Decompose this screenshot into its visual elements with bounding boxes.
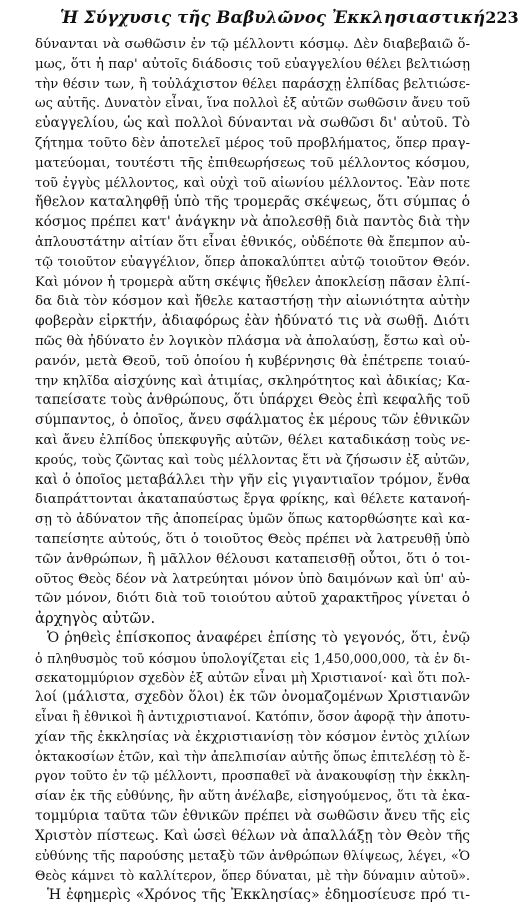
text-line: δα διὰ τὸν κόσμον καὶ ἤθελε καταστήσῃ τὴν αἰωνιότητα αὐτὴν xyxy=(35,294,470,310)
text-line: οῦτος Θεὸς δέον νὰ λατρεύηται μόνον ὑπὸ δαιμόνων καὶ ὑπ' αὐ- xyxy=(35,571,470,587)
text-line: ἤθελον καταληφθῇ ὑπὸ τῆς τρομερᾶς σκέψεως, ὅτι σύμπας ὁ xyxy=(35,194,470,211)
text-line: την κηλῖδα αἰσχύνης καὶ ἀτιμίας, σκληρότητος καὶ ἀδικίας; Κα- xyxy=(35,373,470,389)
text-line: Ὁ ῥηθεὶς ἐπίσκοπος ἀναφέρει ἐπίσης τὸ γεγονός, ὅτι, ἐνῷ xyxy=(47,629,470,646)
text-line: ὀκτακοσίων ἐτῶν, καὶ τὴν ἀπελπισίαν αὐτῆς ὅπως ἐπιτελέσῃ τὸ ἔ- xyxy=(35,749,470,765)
text-line: ἀρχηγὸς αὐτῶν. xyxy=(35,610,156,628)
text-line: τομμύρια ταῦτα τῶν ἐθνικῶν πρέπει νὰ σωθῶσιν ἄνευ τῆς εἰς xyxy=(35,808,470,825)
text-line: καὶ ὁ ὁποῖος μεταβάλλει τὴν γῆν εἰς γιγαντιαῖον τρόμον, ἔνθα xyxy=(35,471,470,488)
text-line: φοβερὰν εἱρκτήν, ἀδιαφόρως ἐὰν ἠδύνατό τις νὰ σωθῇ. Διότι xyxy=(35,313,470,330)
text-line: ρανόν, μετὰ Θεοῦ, τοῦ ὁποίου ἡ κυβέρνησις θὰ ἐπέτρεπε τοιαύ- xyxy=(35,353,470,369)
text-line: ὁ πληθυσμὸς τοῦ κόσμου ὑπολογίζεται εἰς 1,450,000,000, τὰ ἐν δι- xyxy=(35,650,470,666)
text-line: εἶναι ἢ ἐθνικοὶ ἢ ἀντιχριστιανοί. Κατόπιν, ὅσον ἀφορᾷ τὴν ἀποτυ- xyxy=(35,710,470,726)
text-line: χίαν τῆς ἐκκλησίας νὰ ἐκχριστιανίσῃ τὸν κόσμον ἐντὸς χιλίων xyxy=(35,729,470,745)
text-line: ργον τοῦτο ἐν τῷ μέλλοντι, προσπαθεῖ νὰ ἀνακουφίσῃ τὴν ἐκκλη- xyxy=(35,769,470,785)
text-line: πῶς θὰ ἠδύνατο ἐν λογικὸν πλάσμα νὰ ἀπολαύσῃ, ἔστω καὶ οὐ- xyxy=(35,333,470,349)
text-line: ἁπλουστάτην αἰτίαν ὅτι εἶναι ἐθνικός, οὐδέποτε θὰ ἔπεμπον αὐ- xyxy=(35,234,470,250)
text-line: σίαν ἐκ τῆς εὐθύνης, ἣν αὕτη ἀνέλαβε, εἰσηγούμενος, ὅτι τὰ ἑκα- xyxy=(35,789,470,805)
page-header xyxy=(60,8,519,34)
text-line: καὶ ἄνευ ἐλπίδος ὑπεκφυγῆς αὐτῶν, θέλει καταδικάσῃ τοὺς νε- xyxy=(35,432,470,448)
text-line: εὐθύνης τῆς παρούσης μεταξὺ τῶν ἀνθρώπων θλίψεως, λέγει, «Ὁ xyxy=(35,848,470,864)
text-line: τῶν μόνον, διότι διὰ τοῦ τοιούτου αὐτοῦ χαρακτῆρος γίνεται ὁ xyxy=(35,591,470,607)
text-line: μως, ὅτι ἡ παρ' αὐτοῖς διάδοσις τοῦ εὐαγγελίου θέλει βελτιώσῃ xyxy=(35,56,470,72)
text-line: τὴν θέσιν των, ἢ τοὐλάχιστον θέλει παράσχῃ ἐλπίδας βελτιώσε- xyxy=(35,76,470,92)
text-line: ματεύομαι, τουτέστι τῆς ἐπιθεωρήσεως τοῦ μέλλοντος κόσμου, xyxy=(35,155,470,171)
text-line: τῶν ἀνθρώπων, ἢ μᾶλλον θέλουσι καταπεισθῇ οὗτοι, ὅτι ὁ τοι- xyxy=(35,551,470,567)
text-line: Ἡ ἐφημερὶς «Χρόνος τῆς Ἐκκλησίας» ἐδημοσίευσε πρό τι- xyxy=(47,887,470,904)
text-line: δύνανται νὰ σωθῶσιν ἐν τῷ μέλλοντι κόσμῳ. Δὲν διαβεβαιῶ ὅ- xyxy=(35,37,470,52)
text-line: ταπείσητε αὐτούς, ὅτι ὁ τοιοῦτος Θεὸς πρέπει νὰ λατρευθῇ ὑπὸ xyxy=(35,531,470,547)
text-line: σεκατομμύριον σχεδὸν ἐξ αὐτῶν εἶναι μὴ Χριστιανοί· καὶ ὅτι πολ- xyxy=(35,670,470,686)
text-line: ως αὐτῆς. Δυνατὸν εἶναι, ἵνα πολλοὶ ἐξ αὐτῶν σωθῶσιν ἄνευ τοῦ xyxy=(35,96,470,112)
text-line: σῃ τὸ ἀδύνατον τῆς ἀποπείρας ὑμῶν ὅπως κατορθώσητε καὶ κα- xyxy=(35,512,470,528)
text-line: τῷ τοιοῦτον εὐαγγέλιον, ὅπερ ἀποκαλύπτει αὐτῷ τοιοῦτον Θεόν. xyxy=(35,254,470,270)
page-number: 223 xyxy=(485,8,519,27)
text-line: εὐαγγελίου, ὡς καὶ πολλοὶ δύνανται νὰ σωθῶσι δι' αὐτοῦ. Τὸ xyxy=(35,115,470,132)
text-line: λοί (μάλιστα, σχεδὸν ὅλοι) ἐκ τῶν ὀνομαζομένων Χριστιανῶν xyxy=(35,689,470,706)
text-line: ταπείσατε τοὺς ἀνθρώπους, ὅτι ὑπάρχει Θεὸς ἐπὶ κεφαλῆς τοῦ xyxy=(35,392,470,409)
text-line: Καὶ μόνον ἡ τρομερὰ αὕτη σκέψις ἤθελεν ἀποκλείσῃ πᾶσαν ἐλπί- xyxy=(35,274,470,290)
text-line: κόσμος πρέπει κατ' ἀνάγκην νὰ ἀπολεσθῇ διὰ παντὸς διὰ τὴν xyxy=(35,214,470,231)
text-line: ζήτημα τοῦτο δὲν ἀποτελεῖ μέρος τοῦ προβλήματος, ὅπερ πραγ- xyxy=(35,135,470,151)
text-line: διαπράττονται ἀκαταπαύστως ἔργα φρίκης, καὶ θέλετε κατανοή- xyxy=(35,492,470,508)
running-title: Ἡ Σύγχυσις τῆς Βαβυλῶνος Ἐκκλησιαστική xyxy=(60,8,486,27)
text-line: κρούς, τοὺς ζῶντας καὶ τοὺς μέλλοντας ἔτι νὰ ζήσωσιν ἐξ αὐτῶν, xyxy=(35,452,470,468)
text-line: Θεὸς κάμνει τὸ καλλίτερον, ὅπερ δύναται, μὲ τὴν δύναμιν αὐτοῦ». xyxy=(35,868,470,884)
text-line: σύμπαντος, ὁ ὁποῖος, ἄνευ σφάλματος ἐκ μέρους τῶν ἐθνικῶν xyxy=(35,412,470,429)
body-text xyxy=(35,35,470,906)
text-line: τοῦ ἐγγὺς μέλλοντος, καὶ οὐχὶ τοῦ αἰωνίου μέλλοντος. Ἐὰν ποτε xyxy=(35,175,470,191)
text-line: Χριστὸν πίστεως. Καὶ ὡσεὶ θέλων νὰ ἀπαλλάξῃ τὸν Θεὸν τῆς xyxy=(35,827,470,844)
